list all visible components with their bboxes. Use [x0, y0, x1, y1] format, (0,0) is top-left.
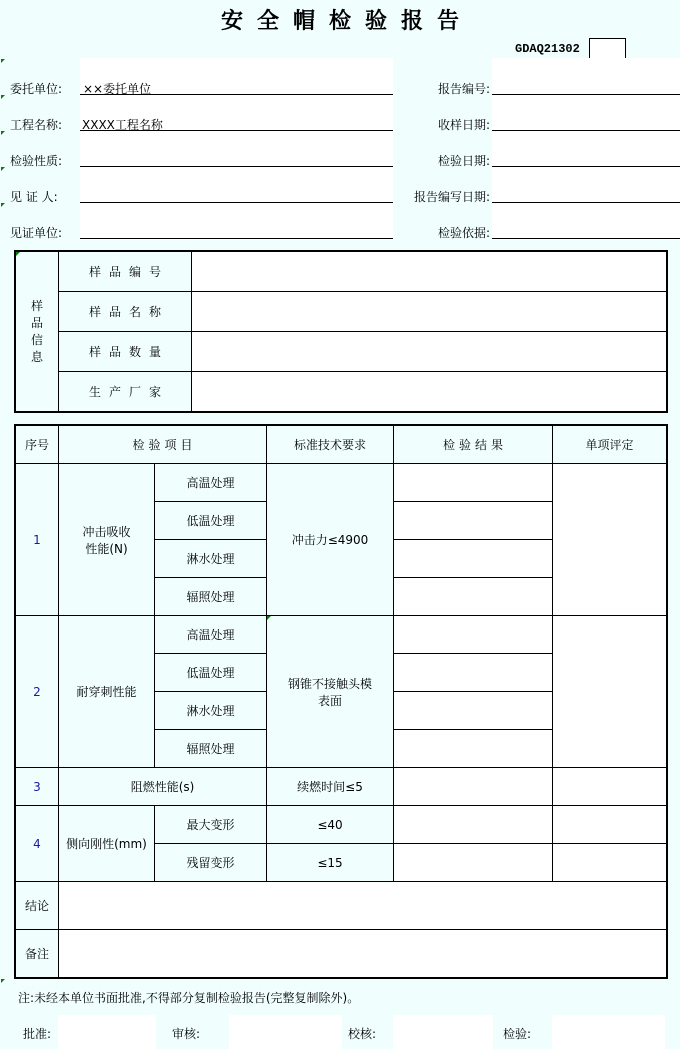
sample-info-section-label: 样品信息 — [16, 252, 59, 412]
header-seq: 序号 — [16, 426, 59, 464]
approve-field[interactable] — [58, 1015, 156, 1049]
verdict-cell[interactable] — [553, 464, 667, 616]
standard-puncture: 钢锥不接触头模 表面 — [267, 616, 394, 768]
sample-no-value[interactable] — [192, 252, 667, 292]
result-cell[interactable] — [394, 844, 553, 882]
seq-4: 4 — [16, 806, 59, 882]
standard-max-deformation: ≤40 — [267, 806, 394, 844]
field-underline — [492, 238, 680, 239]
cell-marker-icon — [267, 616, 271, 620]
item-flame-retardant: 阻燃性能(s) — [59, 768, 267, 806]
result-cell[interactable] — [394, 654, 553, 692]
item-impact-absorption: 冲击吸收 性能(N) — [59, 464, 155, 616]
subitem: 淋水处理 — [155, 540, 267, 578]
subitem: 低温处理 — [155, 654, 267, 692]
subitem: 高温处理 — [155, 464, 267, 502]
cell-marker-icon — [1, 979, 5, 983]
check-field[interactable] — [393, 1015, 493, 1049]
field-underline — [80, 166, 393, 167]
check-label: 校核: — [348, 1027, 377, 1041]
field-value-project[interactable]: XXXX工程名称 — [82, 118, 163, 132]
sample-name-label: 样品名称 — [59, 292, 192, 332]
header-item: 检验项目 — [59, 426, 267, 464]
cell-marker-icon — [16, 252, 20, 256]
result-cell[interactable] — [394, 730, 553, 768]
verdict-cell[interactable] — [553, 616, 667, 768]
field-label-report-no: 报告编号: — [437, 82, 490, 96]
field-underline — [492, 94, 680, 95]
subitem: 辐照处理 — [155, 578, 267, 616]
result-cell[interactable] — [394, 502, 553, 540]
field-label-inspection-type: 检验性质: — [10, 154, 63, 168]
result-cell[interactable] — [394, 692, 553, 730]
remarks-value[interactable] — [59, 930, 667, 978]
field-label-client: 委托单位: — [10, 82, 63, 96]
sample-no-label: 样品编号 — [59, 252, 192, 292]
conclusion-value[interactable] — [59, 882, 667, 930]
sample-qty-label: 样品数量 — [59, 332, 192, 372]
seq-1: 1 — [16, 464, 59, 616]
field-underline — [80, 202, 393, 203]
table-row — [16, 464, 667, 502]
manufacturer-label: 生产厂家 — [59, 372, 192, 412]
subitem: 低温处理 — [155, 502, 267, 540]
subitem: 残留变形 — [155, 844, 267, 882]
manufacturer-value[interactable] — [192, 372, 667, 412]
field-label-report-write-date: 报告编写日期: — [413, 190, 490, 204]
header-verdict: 单项评定 — [553, 426, 667, 464]
result-cell[interactable] — [394, 616, 553, 654]
verdict-cell[interactable] — [553, 844, 667, 882]
verdict-cell[interactable] — [553, 806, 667, 844]
result-cell[interactable] — [394, 540, 553, 578]
subitem: 最大变形 — [155, 806, 267, 844]
subitem: 淋水处理 — [155, 692, 267, 730]
field-value-client[interactable]: ××委托单位 — [83, 82, 152, 96]
remarks-label: 备注 — [16, 930, 59, 978]
right-fields-area — [492, 58, 680, 240]
cell-marker-icon — [1, 167, 5, 171]
result-cell[interactable] — [394, 464, 553, 502]
cell-marker-icon — [1, 95, 5, 99]
remarks-row — [16, 930, 667, 978]
cell-marker-icon — [1, 203, 5, 207]
conclusion-label: 结论 — [16, 882, 59, 930]
seq-2: 2 — [16, 616, 59, 768]
field-underline — [492, 166, 680, 167]
field-underline — [492, 130, 680, 131]
header-standard: 标准技术要求 — [267, 426, 394, 464]
table-header-row — [16, 426, 667, 464]
standard-residual-deformation: ≤15 — [267, 844, 394, 882]
standard-flame: 续燃时间≤5 — [267, 768, 394, 806]
field-label-project: 工程名称: — [10, 118, 63, 132]
seq-3: 3 — [16, 768, 59, 806]
verdict-cell[interactable] — [553, 768, 667, 806]
sample-qty-value[interactable] — [192, 332, 667, 372]
approve-label: 批准: — [23, 1027, 52, 1041]
review-label: 审核: — [172, 1027, 201, 1041]
field-underline — [80, 238, 393, 239]
field-underline — [80, 130, 393, 131]
sample-info-table — [15, 251, 667, 412]
field-label-inspection-date: 检验日期: — [437, 154, 490, 168]
cell-marker-icon — [1, 59, 5, 63]
inspect-field[interactable] — [552, 1015, 665, 1049]
field-label-witness: 见 证 人: — [10, 190, 58, 204]
inspect-label: 检验: — [503, 1027, 532, 1041]
report-code-input[interactable] — [589, 38, 626, 59]
field-label-received-date: 收样日期: — [437, 118, 490, 132]
conclusion-row — [16, 882, 667, 930]
result-cell[interactable] — [394, 768, 553, 806]
footer-note: 注:未经本单位书面批准,不得部分复制检验报告(完整复制除外)。 — [18, 991, 360, 1005]
result-cell[interactable] — [394, 578, 553, 616]
report-code: GDAQ21302 — [515, 42, 580, 56]
item-lateral-rigidity: 侧向刚性(mm) — [59, 806, 155, 882]
review-field[interactable] — [229, 1015, 342, 1049]
field-label-basis: 检验依据: — [437, 226, 490, 240]
standard-impact: 冲击力≤4900 — [267, 464, 394, 616]
item-puncture-resistance: 耐穿刺性能 — [59, 616, 155, 768]
result-cell[interactable] — [394, 806, 553, 844]
field-label-witness-unit: 见证单位: — [10, 226, 63, 240]
inspection-table — [15, 425, 667, 978]
report-title: 安全帽检验报告 — [220, 8, 473, 34]
subitem: 辐照处理 — [155, 730, 267, 768]
cell-marker-icon — [1, 131, 5, 135]
table-row — [16, 768, 667, 806]
sample-name-value[interactable] — [192, 292, 667, 332]
field-underline — [80, 94, 393, 95]
table-row — [16, 616, 667, 654]
field-underline — [492, 202, 680, 203]
table-row — [16, 806, 667, 844]
subitem: 高温处理 — [155, 616, 267, 654]
header-result: 检验结果 — [394, 426, 553, 464]
